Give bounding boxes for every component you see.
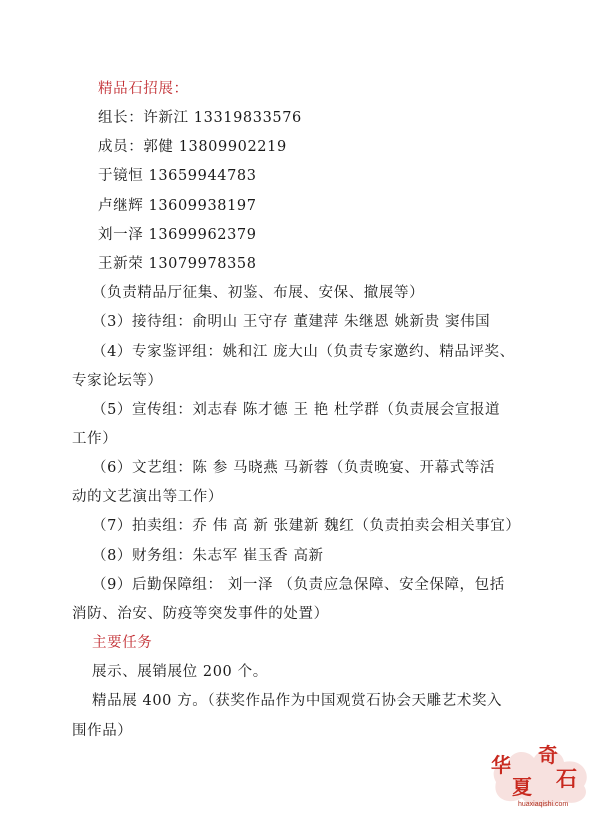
group-expert-review-cont: 专家论坛等）: [72, 373, 163, 389]
group-auction: （7）拍卖组：乔 伟 高 新 张建新 魏红（负责拍卖会相关事宜）: [92, 518, 521, 534]
watermark-char-shi: 石: [556, 768, 577, 791]
task-item: 精品展 400 方。（获奖作品作为中国观赏石协会天雕艺术奖入: [92, 693, 503, 709]
group-expert-review: （4）专家鉴评组：姚和江 庞大山（负责专家邀约、精品评奖、: [92, 344, 515, 360]
group-arts: （6）文艺组：陈 参 马晓燕 马新蓉（负责晚宴、开幕式等活: [92, 460, 495, 476]
watermark-char-qi: 奇: [538, 745, 558, 767]
team-member-line: 王新荣 13079978358: [98, 256, 257, 272]
tasks-heading: 主要任务: [92, 635, 153, 651]
group-finance: （8）财务组：朱志军 崔玉香 高新: [92, 548, 324, 564]
task-item-cont: 围作品）: [72, 723, 133, 739]
team-duty-note: （负责精品厅征集、初鉴、布展、安保、撤展等）: [92, 285, 425, 301]
watermark-char-xia: 夏: [512, 777, 532, 799]
team-leader-line: 组长：许新江 13319833576: [98, 110, 302, 126]
huaxia-qishi-watermark: [488, 736, 596, 810]
task-item: 展示、展销展位 200 个。: [92, 664, 268, 680]
team-member-line: 于镜恒 13659944783: [98, 168, 257, 184]
team-member-line: 卢继辉 13609938197: [98, 198, 257, 214]
group-publicity: （5）宣传组：刘志春 陈才德 王 艳 杜学群（负责展会宣报道: [92, 402, 501, 418]
team-member-line: 刘一泽 13699962379: [98, 227, 257, 243]
group-arts-cont: 动的文艺演出等工作）: [72, 489, 223, 505]
section-heading: 精品石招展：: [98, 81, 189, 97]
team-member-line: 成员：郭健 13809902219: [98, 139, 287, 155]
group-logistics: （9）后勤保障组： 刘一泽 （负责应急保障、安全保障，包括: [92, 577, 505, 593]
watermark-url: huaxiaqishi.com: [518, 801, 569, 808]
group-logistics-cont: 消防、治安、防疫等突发事件的处置）: [72, 606, 329, 622]
group-reception: （3）接待组：俞明山 王守存 董建萍 朱继恩 姚新贵 窦伟国: [92, 314, 491, 330]
watermark-char-hua: 华: [491, 755, 511, 777]
group-publicity-cont: 工作）: [72, 431, 118, 447]
